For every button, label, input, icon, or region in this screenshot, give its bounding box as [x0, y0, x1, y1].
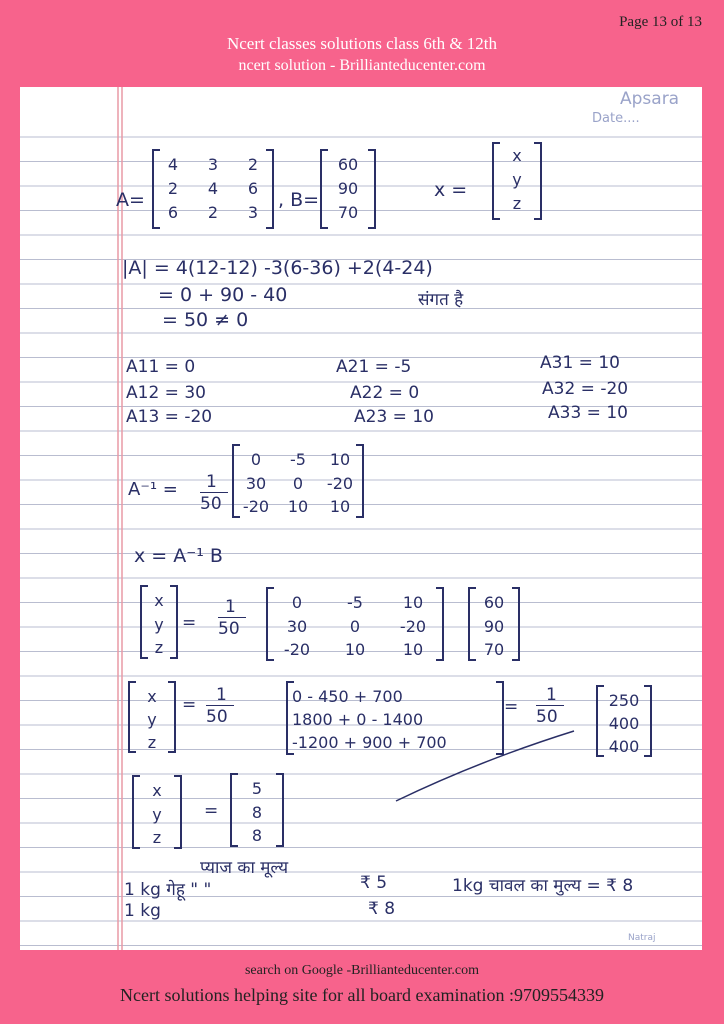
matrix-cell: 8 [251, 803, 263, 822]
scalar-numerator: 1 [216, 685, 227, 705]
matrix-cell: -20 [326, 474, 354, 493]
price-title: प्याज का मूल्य [200, 858, 289, 878]
cofactor: A33 = 10 [548, 403, 628, 423]
price-value: ₹ 5 [360, 873, 388, 893]
matrix-cell: 0 [349, 617, 361, 636]
footer-search: search on Google -Brillianteducenter.com [244, 963, 480, 978]
inverse-matrix [232, 444, 364, 518]
label-B: , B= [278, 189, 320, 211]
matrix-cell: 0 [292, 474, 304, 493]
matrix-cell: x [512, 146, 522, 165]
matrix-cell: x [152, 781, 162, 800]
page-number: Page 13 of 13 [619, 14, 702, 30]
matrix-cell: 30 [245, 474, 267, 493]
matrix-cell: y [152, 805, 162, 824]
equals-sign: = [182, 613, 197, 633]
matrix-cell: 10 [402, 640, 424, 659]
scalar-denominator: 50 [206, 707, 228, 727]
matrix-cell: 5 [251, 779, 263, 798]
fraction-bar [206, 705, 234, 706]
product-row: -1200 + 900 + 700 [292, 733, 447, 752]
matrix-cell: 2 [167, 179, 179, 198]
footer-helpline: Ncert solutions helping site for all board examination :9709554339 [120, 985, 604, 1005]
answer-vector [230, 773, 284, 847]
matrix-cell: -5 [290, 450, 306, 469]
matrix-cell: 0 [250, 450, 262, 469]
matrix-cell: 10 [287, 497, 309, 516]
determinant-result: = 50 ≠ 0 [162, 309, 249, 331]
matrix-A [152, 149, 274, 229]
pen-stroke [390, 727, 580, 807]
matrix-cell: 70 [483, 640, 505, 659]
fraction-bar [218, 617, 246, 618]
matrix-cell: 400 [608, 737, 640, 756]
matrix-cell: y [154, 615, 164, 634]
matrix-cell: 4 [207, 179, 219, 198]
label-A: A= [116, 189, 145, 211]
cofactor: A12 = 30 [126, 383, 206, 403]
matrix-cell: 6 [167, 203, 179, 222]
matrix-cell: 4 [167, 155, 179, 174]
matrix-cell: z [154, 638, 164, 657]
equals-sign: = [182, 695, 197, 715]
matrix-cell: 70 [337, 203, 359, 222]
price-line: 1 kg गेहू " " [124, 880, 212, 900]
cofactor: A11 = 0 [126, 357, 196, 377]
equals-sign: = [204, 801, 219, 821]
matrix-cell: 6 [247, 179, 259, 198]
matrix-cell: z [147, 733, 157, 752]
matrix-cell: 10 [329, 497, 351, 516]
matrix-cell: 2 [207, 203, 219, 222]
determinant-expansion: |A| = 4(12-12) -3(6-36) +2(4-24) [122, 257, 433, 279]
variable-vector [140, 585, 178, 659]
header-subtitle: ncert solution - Brillianteducenter.com [238, 57, 486, 74]
product-row: 0 - 450 + 700 [292, 687, 403, 706]
variable-vector [132, 775, 182, 849]
matrix-cell: 3 [247, 203, 259, 222]
header-title: Ncert classes solutions class 6th & 12th [226, 34, 498, 53]
matrix-cell: -5 [347, 593, 363, 612]
notebook-page [20, 87, 702, 950]
price-value: ₹ 8 [368, 899, 396, 919]
cofactor: A13 = -20 [126, 407, 213, 427]
fraction-bar [200, 492, 228, 493]
notebook-footer-brand: Natraj [628, 933, 656, 943]
scalar-denominator: 50 [536, 707, 558, 727]
matrix-cell: 10 [329, 450, 351, 469]
matrix-cell: 10 [402, 593, 424, 612]
inverse-label: A⁻¹ = [128, 479, 178, 500]
scalar-numerator: 1 [546, 685, 557, 705]
cofactor: A21 = -5 [336, 357, 412, 377]
scalar-denominator: 50 [218, 619, 240, 639]
determinant-step: = 0 + 90 - 40 [158, 284, 288, 306]
product-row: 1800 + 0 - 1400 [292, 710, 424, 729]
matrix-cell: z [152, 828, 162, 847]
price-line: 1 kg [124, 901, 161, 921]
solution-formula: x = A⁻¹ B [134, 545, 223, 567]
matrix-cell: 400 [608, 714, 640, 733]
matrix-cell: x [154, 591, 164, 610]
variable-vector [128, 681, 176, 753]
fraction-bar [536, 705, 564, 706]
matrix-X [492, 142, 542, 220]
notebook-brand: Apsara [620, 89, 680, 109]
cofactor: A31 = 10 [540, 353, 620, 373]
cofactor: A22 = 0 [350, 383, 420, 403]
inverse-matrix [266, 587, 444, 661]
matrix-cell: 250 [608, 691, 640, 710]
scalar-numerator: 1 [225, 597, 236, 617]
matrix-cell: y [147, 710, 157, 729]
matrix-cell: x [147, 687, 157, 706]
matrix-cell: 2 [247, 155, 259, 174]
date-label: Date.... [592, 111, 640, 126]
label-X: x = [434, 179, 468, 201]
matrix-cell: -20 [242, 497, 270, 516]
matrix-cell: 10 [344, 640, 366, 659]
matrix-cell: -20 [283, 640, 311, 659]
cofactor: A32 = -20 [542, 379, 629, 399]
matrix-cell: 3 [207, 155, 219, 174]
matrix-B [320, 149, 376, 229]
equals-sign: = [504, 697, 519, 717]
cofactor: A23 = 10 [354, 407, 434, 427]
matrix-cell: z [512, 194, 522, 213]
matrix-cell: -20 [399, 617, 427, 636]
matrix-cell: 90 [483, 617, 505, 636]
consistent-note: संगत है [418, 290, 464, 310]
matrix-cell: y [512, 170, 522, 189]
result-vector [596, 685, 652, 757]
matrix-cell: 90 [337, 179, 359, 198]
matrix-cell: 60 [483, 593, 505, 612]
matrix-cell: 0 [291, 593, 303, 612]
constant-vector [468, 587, 520, 661]
matrix-cell: 8 [251, 826, 263, 845]
scalar-denominator: 50 [200, 494, 222, 514]
rice-price: 1kg चावल का मुल्य = ₹ 8 [452, 876, 634, 896]
matrix-cell: 60 [337, 155, 359, 174]
matrix-cell: 30 [286, 617, 308, 636]
scalar-numerator: 1 [206, 472, 217, 492]
